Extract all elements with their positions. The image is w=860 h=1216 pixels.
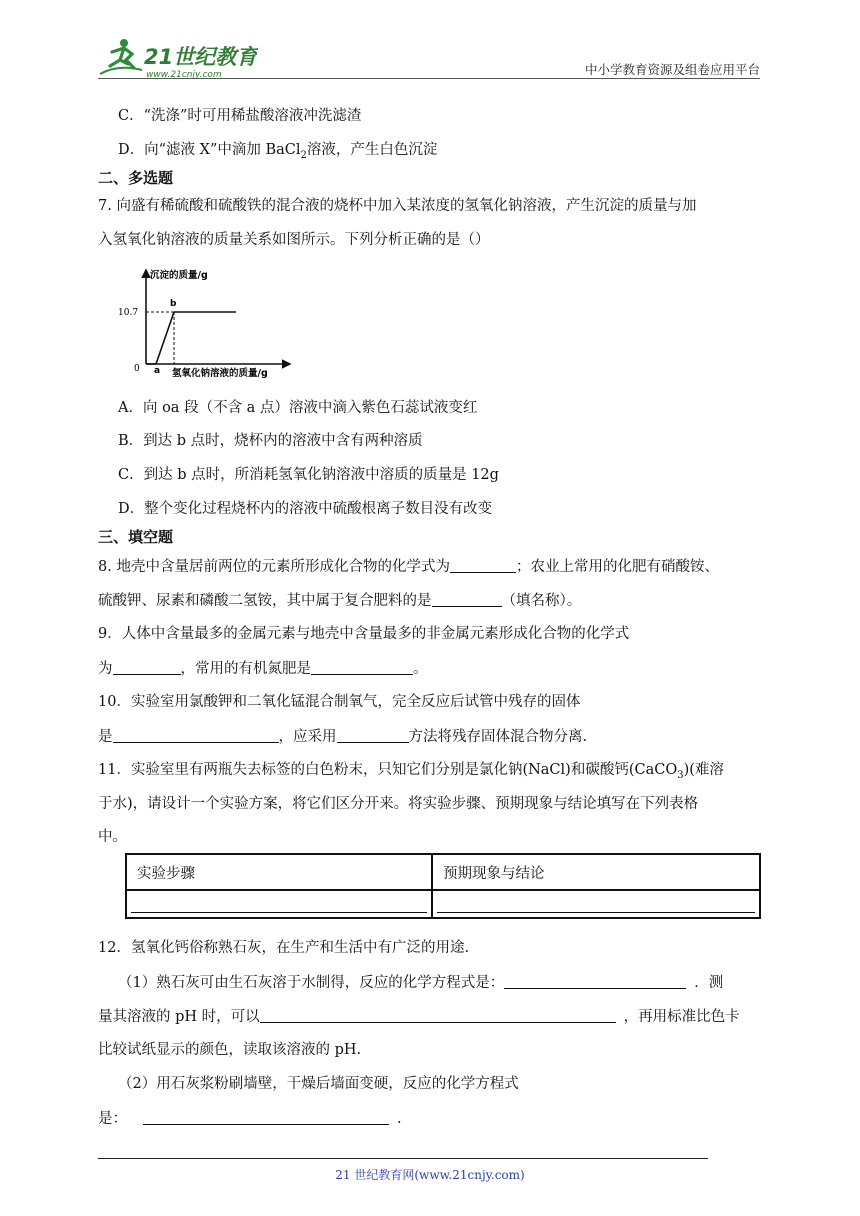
q11-line1: 11．实验室里有两瓶失去标签的白色粉末，只知它们分别是氯化钠(NaCl)和碳酸钙(CaCO$_3$)(难溶 <box>98 762 724 781</box>
q12-blank-3[interactable] <box>143 1108 389 1125</box>
q8-line2: 硫酸钾、尿素和磷酸二氢铵，其中属于复合肥料的是 （填名称）。 <box>98 590 581 611</box>
q7-stem-line2: 入氢氧化钠溶液的质量关系如图所示。下列分析正确的是（） <box>98 232 490 248</box>
header-rule <box>98 78 760 79</box>
q7-option-a: A．向 oa 段（不含 a 点）溶液中滴入紫色石蕊试液变红 <box>118 400 478 416</box>
experiment-table <box>125 853 761 919</box>
logo-url: www.21cnjy.com <box>146 70 222 80</box>
q12-part2-line1: （2）用石灰浆粉刷墙壁，干燥后墙面变硬，反应的化学方程式 <box>118 1076 519 1092</box>
q9-blank-1[interactable] <box>113 658 181 675</box>
site-logo <box>98 34 258 82</box>
x-axis-label: 氢氧化钠溶液的质量/g <box>172 368 268 379</box>
q10-blank-1[interactable] <box>113 726 279 743</box>
q10-line1: 10．实验室用氯酸钾和二氧化锰混合制氧气，完全反应后试管中残存的固体 <box>98 694 581 710</box>
section-heading-fill-blank: 三、填空题 <box>98 528 174 546</box>
logo-text: 21世纪教育 <box>144 45 258 69</box>
section-heading-multi-choice: 二、多选题 <box>98 169 174 187</box>
q9-line1: 9．人体中含量最多的金属元素与地壳中含量最多的非金属元素形成化合物的化学式 <box>98 626 630 642</box>
table-header-steps: 实验步骤 <box>126 854 432 890</box>
series-segment-a-b <box>156 312 174 364</box>
q6-option-c: C．“洗涤”时可用稀盐酸溶液冲洗滤渣 <box>118 108 362 124</box>
q7-option-b: B．到达 b 点时，烧杯内的溶液中含有两种溶质 <box>118 433 423 449</box>
precipitate-graph <box>118 264 294 382</box>
q7-stem-line1: 7. 向盛有稀硫酸和硫酸铁的混合液的烧杯中加入某浓度的氢氧化钠溶液，产生沉淀的质量与加 <box>98 198 697 214</box>
point-label-b: b <box>170 299 177 309</box>
q12-part2-line2: 是： . <box>98 1108 402 1129</box>
q11-line3: 中。 <box>98 829 127 845</box>
q10-line2: 是 ，应采用 方法将残存固体混合物分离. <box>98 726 587 747</box>
table-cell-conclusion-answer[interactable] <box>432 890 760 918</box>
q11-line2: 于水)，请设计一个实验方案，将它们区分开来。将实验步骤、预期现象与结论填写在下列表格 <box>98 796 699 812</box>
q7-option-c: C．到达 b 点时，所消耗氢氧化钠溶液中溶质的质量是 12g <box>118 467 499 483</box>
q12-part1-line2: 量其溶液的 pH 时，可以 ，再用标准比色卡 <box>98 1006 740 1027</box>
footer-rule <box>98 1158 708 1159</box>
point-label-a: a <box>154 366 161 376</box>
platform-label: 中小学教育资源及组卷应用平台 <box>584 62 760 77</box>
q12-part1-line1: （1）熟石灰可由生石灰溶于水制得，反应的化学方程式是： ．测 <box>118 972 723 993</box>
q8-blank-2[interactable] <box>432 590 502 607</box>
q8-line1: 8. 地壳中含量居前两位的元素所形成化合物的化学式为 ；农业上常用的化肥有硝酸铵、 <box>98 556 719 577</box>
page-header <box>98 34 760 82</box>
q12-blank-2[interactable] <box>260 1006 616 1023</box>
table-header-conclusion: 预期现象与结论 <box>432 854 760 890</box>
q10-blank-2[interactable] <box>337 726 409 743</box>
series-group <box>146 312 236 364</box>
q6-option-d: D．向“滤液 X”中滴加 BaCl$_2$溶液，产生白色沉淀 <box>118 142 438 161</box>
q8-blank-1[interactable] <box>450 556 516 573</box>
table-cell-steps-answer[interactable] <box>126 890 432 918</box>
origin-label: 0 <box>134 364 140 374</box>
q12-part1-line3: 比较试纸显示的颜色，读取该溶液的 pH. <box>98 1042 362 1058</box>
q12-blank-1[interactable] <box>504 972 686 989</box>
q9-blank-2[interactable] <box>311 658 413 675</box>
page-footer: 21 世纪教育网(www.21cnjy.com) <box>335 1168 525 1182</box>
y-axis-label: 沉淀的质量/g <box>150 270 208 281</box>
q7-option-d: D．整个变化过程烧杯内的溶液中硫酸根离子数目没有改变 <box>118 501 493 517</box>
y-tick-label: 10.7 <box>118 308 139 318</box>
q12-stem: 12．氢氧化钙俗称熟石灰，在生产和生活中有广泛的用途. <box>98 940 470 956</box>
q9-line2: 为 ，常用的有机氮肥是 。 <box>98 658 428 679</box>
